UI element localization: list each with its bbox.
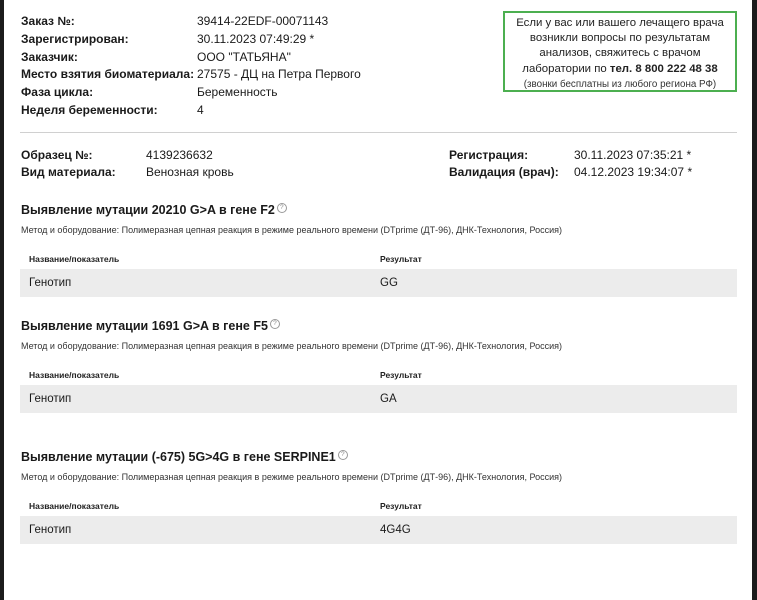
column-header-result: Результат xyxy=(380,370,422,380)
notice-note: (звонки бесплатны из любого региона РФ) xyxy=(523,78,717,90)
pregnancy-week-label: Неделя беременности: xyxy=(21,102,158,117)
column-header-name: Название/показатель xyxy=(29,501,120,511)
order-number-value: 39414-22EDF-00071143 xyxy=(197,14,329,28)
customer-label: Заказчик: xyxy=(21,49,78,64)
column-header-result: Результат xyxy=(380,501,422,511)
specimen-row xyxy=(0,147,757,164)
collection-place-value: 27575 - ДЦ на Петра Первого xyxy=(197,67,361,82)
sample-value: 4139236632 xyxy=(146,148,213,162)
specimen-info xyxy=(0,147,757,180)
row-name: Генотип xyxy=(29,393,72,405)
column-header-name: Название/показатель xyxy=(29,370,120,380)
section-method: Метод и оборудование: Полимеразная цепная реакция в режиме реального времени (DTprime (ДТ-96), ДНК-Технология, Россия) xyxy=(21,225,563,235)
cycle-phase-value: Беременность xyxy=(197,85,278,100)
header-divider xyxy=(20,132,737,133)
scan-edge-right xyxy=(752,0,757,600)
specimen-row xyxy=(0,164,757,181)
section-title-text: Выявление мутации 1691 G>A в гене F5 xyxy=(21,319,268,334)
row-result: GG xyxy=(380,277,398,289)
row-name: Генотип xyxy=(29,524,72,536)
sample-label: Образец №: xyxy=(21,148,93,162)
question-circle-icon[interactable]: ? xyxy=(338,450,348,460)
question-circle-icon[interactable]: ? xyxy=(270,319,280,329)
column-header-name: Название/показатель xyxy=(29,254,120,264)
material-label: Вид материала: xyxy=(21,164,116,179)
section-title xyxy=(21,203,287,217)
collection-place-label: Место взятия биоматериала: xyxy=(21,67,195,82)
section-title-text: Выявление мутации 20210 G>A в гене F2 xyxy=(21,203,275,218)
table-row xyxy=(20,269,737,297)
registered-value: 30.11.2023 07:49:29 * xyxy=(197,31,315,46)
table-row xyxy=(20,516,737,544)
section-title xyxy=(21,319,280,333)
row-result: 4G4G xyxy=(380,524,411,536)
row-name: Генотип xyxy=(29,277,72,289)
column-header-result: Результат xyxy=(380,254,422,264)
customer-value: ООО "ТАТЬЯНА" xyxy=(197,49,291,64)
order-number-label: Заказ №: xyxy=(21,14,75,28)
registration-value: 30.11.2023 07:35:21 * xyxy=(574,148,692,162)
section-method: Метод и оборудование: Полимеразная цепная реакция в режиме реального времени (DTprime (ДТ-96), ДНК-Технология, Россия) xyxy=(21,341,563,351)
pregnancy-week-value: 4 xyxy=(197,102,204,117)
table-row xyxy=(20,385,737,413)
contact-notice xyxy=(503,11,737,92)
notice-text: Если у вас или вашего лечащего врача возникли вопросы по результатам анализов, свяжитесь с врачом лаборатории по xyxy=(516,17,724,75)
section-title-text: Выявление мутации (-675) 5G>4G в гене SERPINE1 xyxy=(21,450,336,465)
cycle-phase-label: Фаза цикла: xyxy=(21,85,94,100)
scan-edge-left xyxy=(0,0,4,600)
registration-label: Регистрация: xyxy=(449,148,529,162)
question-circle-icon[interactable]: ? xyxy=(277,203,287,213)
notice-phone: тел. 8 800 222 48 38 xyxy=(609,62,718,75)
section-method: Метод и оборудование: Полимеразная цепная реакция в режиме реального времени (DTprime (ДТ-96), ДНК-Технология, Россия) xyxy=(21,472,563,482)
registered-label: Зарегистрирован: xyxy=(21,31,129,46)
section-title xyxy=(21,450,348,464)
validation-label: Валидация (врач): xyxy=(449,164,559,179)
material-value: Венозная кровь xyxy=(146,164,234,179)
validation-value: 04.12.2023 19:34:07 * xyxy=(574,164,693,179)
row-result: GA xyxy=(380,393,397,405)
